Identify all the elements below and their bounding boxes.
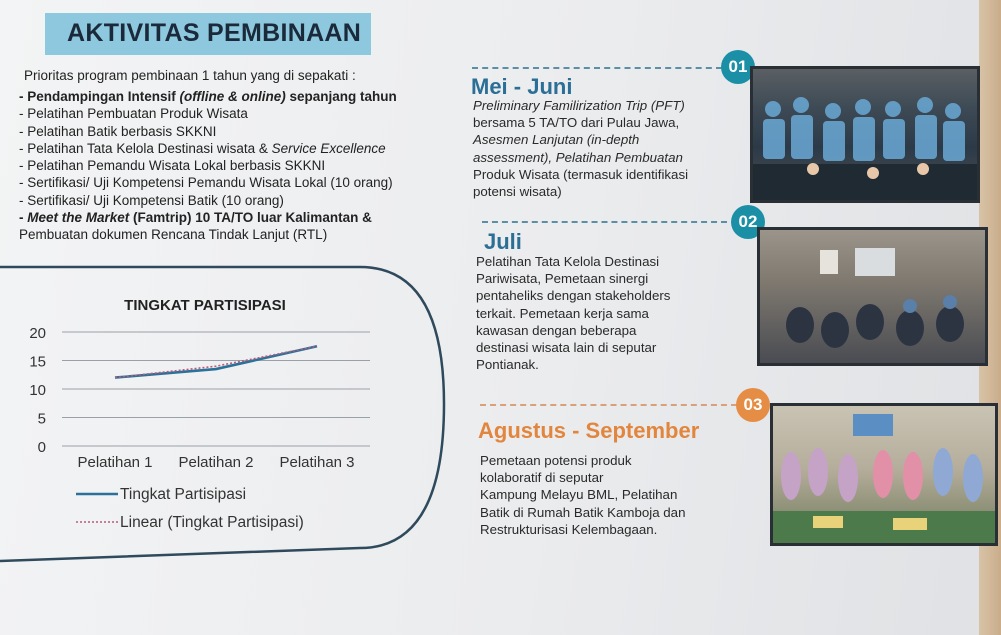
step-badge: 03 xyxy=(736,388,770,422)
section-divider xyxy=(472,67,722,69)
y-tick-label: 10 xyxy=(29,382,46,399)
list-item: - Pelatihan Tata Kelola Destinasi wisata & Service Excellence xyxy=(19,140,386,156)
section-month: Juli xyxy=(484,229,522,254)
group-photo xyxy=(750,66,980,203)
section-description: Pelatihan Tata Kelola Destinasi Pariwisata, Pemetaan sinergi pentaheliks dengan stakeholders terkait. Pemetaan kerja sama kawasan dengan beberapa destinasi wisata lain di seputar Pontianak. xyxy=(476,254,671,373)
list-item: - Pelatihan Pemandu Wisata Lokal berbasis SKKNI xyxy=(19,158,326,174)
step-badge: 02 xyxy=(731,205,765,239)
list-item: - Sertifikasi/ Uji Kompetensi Batik (10 orang) xyxy=(19,192,284,208)
x-tick-label: Pelatihan 2 xyxy=(178,454,254,471)
y-tick-label: 0 xyxy=(37,439,46,456)
list-item: - Pelatihan Pembuatan Produk Wisata xyxy=(19,106,248,122)
intro-text: Prioritas program pembinaan 1 tahun yang di sepakati : xyxy=(24,68,356,83)
page-title: AKTIVITAS PEMBINAAN xyxy=(67,19,362,47)
training-photo xyxy=(757,227,988,366)
title-banner xyxy=(45,13,371,55)
list-item: - Meet the Market (Famtrip) 10 TA/TO luar Kalimantan & xyxy=(19,210,372,226)
photo-room-illustration xyxy=(760,230,985,363)
section-description: Pemetaan potensi produk kolaboratif di seputar Kampung Melayu BML, Pelatihan Batik di Rumah Batik Kamboja dan Restrukturisasi Kelembagaan. xyxy=(480,453,686,537)
legend-label: Tingkat Partisipasi xyxy=(120,486,247,503)
list-item: - Pendampingan Intensif (offline & online) sepanjang tahun xyxy=(19,89,397,104)
step-badge: 01 xyxy=(721,50,755,84)
photo-group-illustration xyxy=(773,406,995,543)
x-tick-label: Pelatihan 3 xyxy=(279,454,355,471)
photo-people-illustration xyxy=(753,69,977,200)
priority-list xyxy=(19,88,397,244)
x-tick-label: Pelatihan 1 xyxy=(77,454,153,471)
trendline xyxy=(115,346,317,377)
section-divider xyxy=(482,221,727,223)
y-tick-label: 20 xyxy=(29,325,46,342)
list-item: Pembuatan dokumen Rencana Tindak Lanjut (RTL) xyxy=(19,227,328,243)
section-month: Mei - Juni xyxy=(471,74,573,99)
y-tick-label: 15 xyxy=(29,353,46,371)
section-month: Agustus - September xyxy=(478,418,700,443)
chart-svg xyxy=(0,264,447,564)
batik-workshop-photo xyxy=(770,403,998,546)
list-item: - Sertifikasi/ Uji Kompetensi Pemandu Wisata Lokal (10 orang) xyxy=(19,175,393,191)
legend-label: Linear (Tingkat Partisipasi) xyxy=(120,514,304,531)
section-divider xyxy=(480,404,737,406)
section-description: Preliminary Familirization Trip (PFT) bersama 5 TA/TO dari Pulau Jawa, Asesmen Lanjutan (in-depth assessment), Pelatihan Pembuatan Produk Wisata (termasuk identifikasi potensi wisata) xyxy=(473,98,689,200)
chart-title: TINGKAT PARTISIPASI xyxy=(124,297,286,314)
series-line xyxy=(115,346,317,377)
y-tick-label: 5 xyxy=(37,410,46,428)
list-item: - Pelatihan Batik berbasis SKKNI xyxy=(19,123,217,139)
participation-chart xyxy=(0,264,447,564)
